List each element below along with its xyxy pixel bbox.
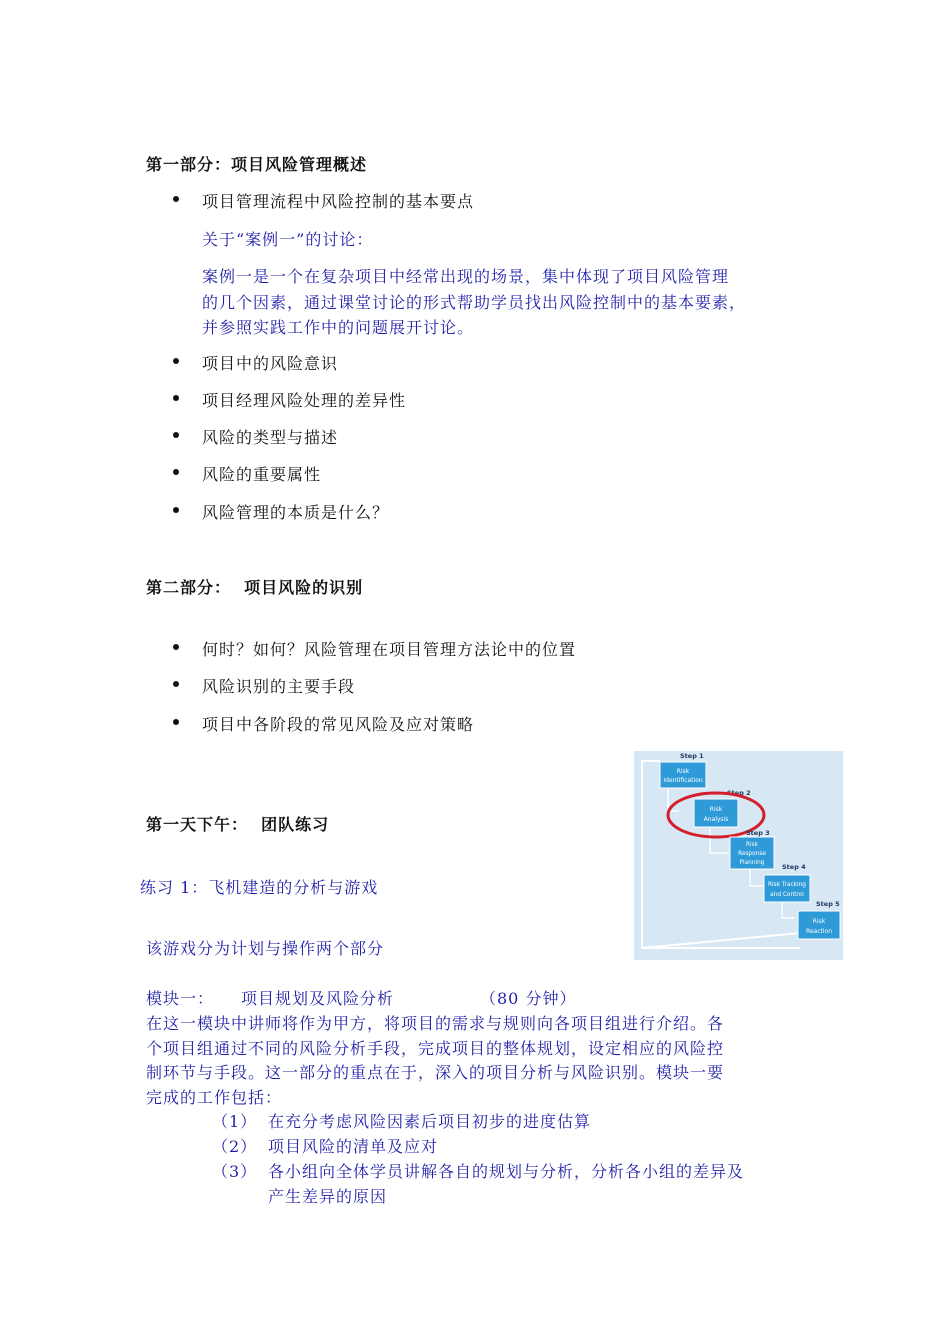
bullet-dot (173, 507, 179, 513)
step-2-label: Step 2 (727, 789, 751, 797)
module-line-3: 制环节与手段。这一部分的重点在于，深入的项目分析与风险识别。模块一要 (146, 1063, 725, 1082)
risk-process-svg (634, 751, 843, 960)
module-title: 项目规划及风险分析 (241, 989, 395, 1008)
step-2-line2: Analysis (703, 816, 729, 823)
part2-item-2: 风险识别的主要手段 (202, 677, 356, 696)
bullet-dot (173, 681, 179, 687)
game-intro: 该游戏分为计划与操作两个部分 (146, 939, 385, 958)
task-1-text: 在充分考虑风险因素后项目初步的进度估算 (268, 1112, 592, 1131)
module-line-1: 在这一模块中讲师将作为甲方，将项目的需求与规则向各项目组进行介绍。各 (146, 1014, 725, 1033)
case-line-1: 案例一是一个在复杂项目中经常出现的场景，集中体现了项目风险管理 (202, 267, 730, 286)
bullet-dot (173, 196, 179, 202)
bullet-dot (173, 644, 179, 650)
part2-item-3: 项目中各阶段的常见风险及应对策略 (202, 715, 475, 734)
afternoon-heading: 第一天下午： 团队练习 (146, 815, 330, 834)
exercise-title: 练习 1：飞机建造的分析与游戏 (140, 878, 379, 897)
part2-item-1: 何时？如何？风险管理在项目管理方法论中的位置 (202, 640, 577, 659)
case-title: 关于“案例一”的讨论： (202, 230, 374, 249)
step-4-line1: Risk Tracking (768, 882, 806, 888)
part1-item-5: 风险的重要属性 (202, 465, 322, 484)
step-1-label: Step 1 (680, 752, 704, 760)
part2-heading: 第二部分： 项目风险的识别 (146, 578, 364, 597)
step-4-line2: and Control (770, 892, 804, 898)
part1-item-6: 风险管理的本质是什么？ (202, 503, 390, 522)
bullet-dot (173, 395, 179, 401)
step-1-rect (660, 762, 706, 788)
task-2-number: （2） (212, 1137, 258, 1156)
case-line-2: 的几个因素，通过课堂讨论的形式帮助学员找出风险控制中的基本要素， (202, 293, 747, 312)
step-2-line1: Risk (709, 806, 723, 813)
module-line-4: 完成的工作包括： (146, 1088, 283, 1107)
bullet-dot (173, 719, 179, 725)
part1-item-3: 项目经理风险处理的差异性 (202, 391, 407, 410)
bullet-dot (173, 432, 179, 438)
step-3-label: Step 3 (746, 829, 770, 837)
task-3-text: 各小组向全体学员讲解各自的规划与分析，分析各小组的差异及 (268, 1162, 745, 1181)
part1-heading: 第一部分：项目风险管理概述 (146, 155, 368, 174)
step-3-line2: Response (738, 851, 766, 857)
bullet-dot (173, 469, 179, 475)
task-3-text-cont: 产生差异的原因 (268, 1187, 388, 1206)
step-3-line3: Planning (739, 860, 765, 866)
step-5-label: Step 5 (816, 900, 840, 908)
module-time: （80 分钟） (480, 989, 577, 1008)
task-1-number: （1） (212, 1112, 258, 1131)
module-line-2: 个项目组通过不同的风险分析手段，完成项目的整体规划，设定相应的风险控 (146, 1039, 725, 1058)
risk-process-diagram (634, 751, 843, 960)
part1-item-2: 项目中的风险意识 (202, 354, 339, 373)
task-3-number: （3） (212, 1162, 258, 1181)
step-5-line1: Risk (812, 918, 826, 925)
step-5-line2: Reaction (805, 928, 833, 935)
bullet-dot (173, 358, 179, 364)
step-1-line1: Risk (676, 768, 690, 775)
step-1-line2: Identification (663, 777, 703, 784)
step-4-label: Step 4 (782, 863, 806, 871)
case-line-3: 并参照实践工作中的问题展开讨论。 (202, 318, 475, 337)
task-2-text: 项目风险的清单及应对 (268, 1137, 439, 1156)
part1-item-4: 风险的类型与描述 (202, 428, 339, 447)
part1-item-1: 项目管理流程中风险控制的基本要点 (202, 192, 475, 211)
step-3-line1: Risk (745, 842, 759, 848)
module-label: 模块一： (146, 989, 215, 1008)
